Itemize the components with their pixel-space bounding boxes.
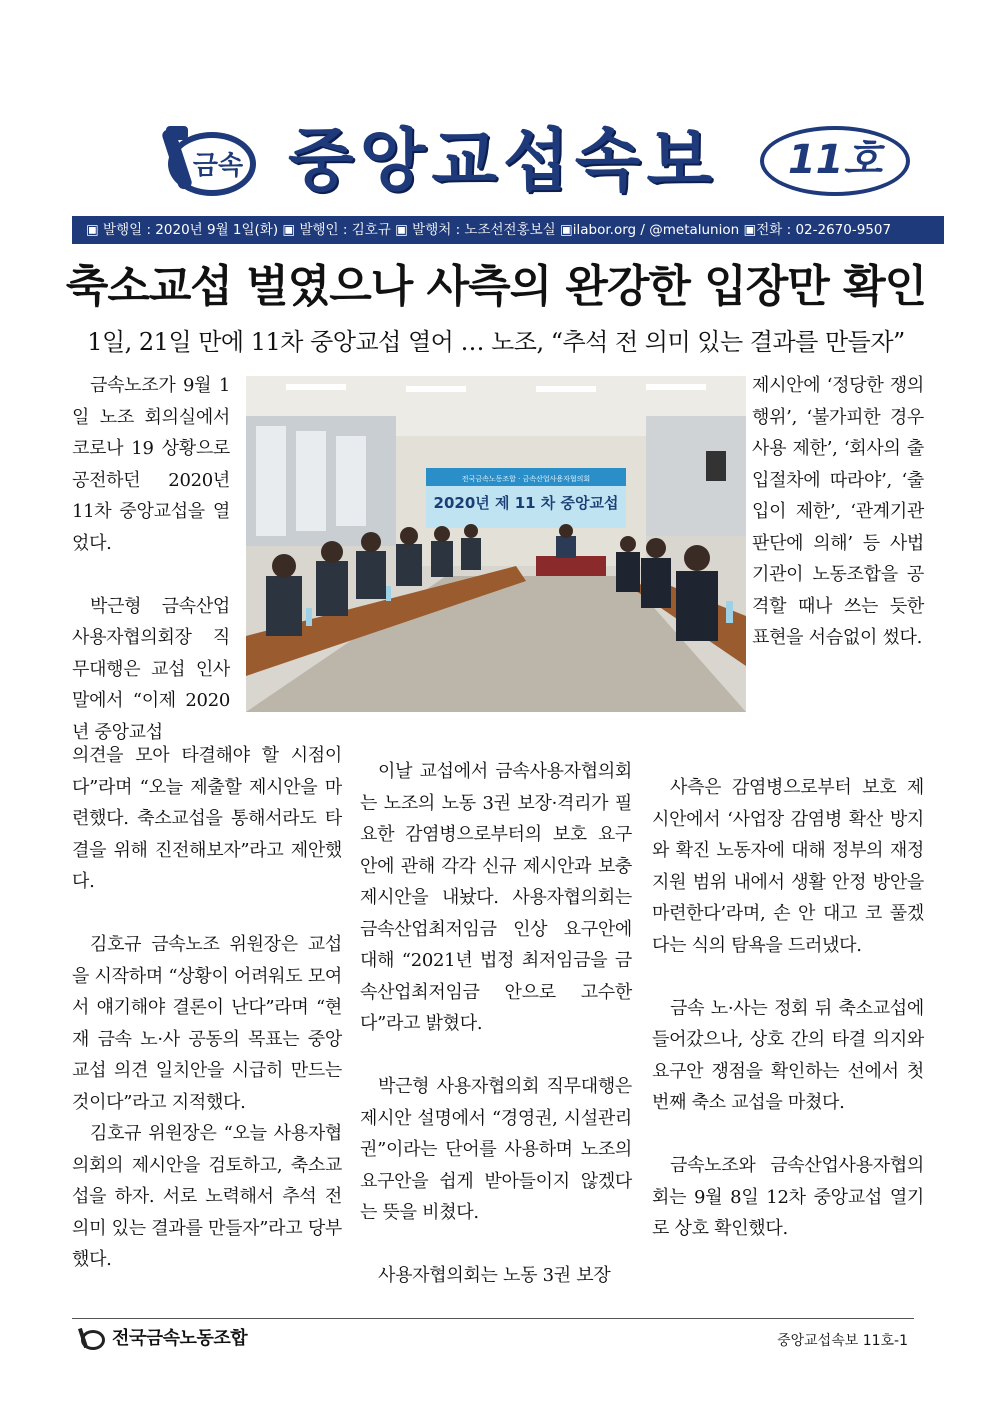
footer-logo-icon [78,1326,106,1352]
paragraph: 김호규 위원장은 “오늘 사용자협의회의 제시안을 검토하고, 축소교섭을 하자. 서로 노력해서 추석 전 의미 있는 결과를 만들자”라고 당부했다. [72,1123,342,1270]
paragraph: 박근형 사용자협의회 직무대행은 제시안 설명에서 “경영권, 시설관리권”이라는 단어를 사용하며 노조의 요구안을 쉽게 받아들이지 않겠다는 뜻을 비쳤다. [360,1076,632,1223]
meeting-photo-image [246,376,746,712]
paragraph: 김호규 금속노조 위원장은 교섭을 시작하며 “상황이 어려워도 모여서 얘기해야 결론이 난다”라며 “현재 금속 노·사 공동의 목표는 중앙교섭 의견 일치안을 시급히 만드는 것이다”라고 지적했다. [72,934,342,1113]
logo-text: 금속 [192,151,244,181]
left-column-top [72,370,230,748]
masthead-title: 중앙교섭속보 [288,122,719,201]
right-column-top [752,370,924,654]
paragraph: 사측은 감염병으로부터 보호 제시안에서 ‘사업장 감염병 확산 방지와 확진 노동자에 대해 정부의 재정 지원 범위 내에서 생활 안정 방안을 마련한다’라며, 손 안 대고 코 풀겠다는 식의 탐욕을 드러냈다. [652,777,924,956]
paragraph: 금속 노·사는 정회 뒤 축소교섭에 들어갔으나, 상호 간의 타결 의지와 요구안 쟁점을 확인하는 선에서 첫 번째 축소 교섭을 마쳤다. [652,997,924,1113]
union-logo [160,122,260,200]
subheadline: 1일, 21일 만에 11차 중앙교섭 열어 … 노조, “추석 전 의미 있는 결과를 만들자” [87,328,905,356]
footer-page-label: 중앙교섭속보 11호-1 [777,1333,908,1349]
middle-column [360,756,632,1292]
issue-number: 11호 [787,137,883,183]
right-column-bottom [652,772,924,1245]
footer-divider [72,1318,914,1319]
headline: 축소교섭 벌였으나 사측의 완강한 입장만 확인 [65,261,927,312]
paragraph: 이날 교섭에서 금속사용자협의회는 노조의 노동 3권 보장·격리가 필요한 감염병으로부터의 보호 요구안에 관해 각각 신규 제시안과 보충 제시안을 내놨다. 사용자협의회는 금속산업최저임금 인상 요구안에 대해 “2021년 법정 최저임금을 금속산업최저임금 안으로 고수한다”라고 밝혔다. [360,761,632,1034]
issue-badge [760,126,910,196]
footer-org-name: 전국금속노동조합 [112,1328,248,1349]
left-column-bottom [72,740,342,1276]
meeting-photo [246,376,746,712]
paragraph: 금속노조가 9월 1일 노조 회의실에서 코로나 19 상황으로 공전하던 2020년 11차 중앙교섭을 열었다. [72,375,230,554]
paragraph: 의견을 모아 타결해야 할 시점이다”라며 “오늘 제출할 제시안을 마련했다. 축소교섭을 통해서라도 타결을 위해 진전해보자”라고 제안했다. [72,745,342,892]
paragraph: 금속노조와 금속산업사용자협의회는 9월 8일 12차 중앙교섭 열기로 상호 확인했다. [652,1155,924,1239]
banner-small-text: 전국금속노동조합 · 금속산업사용자협의회 [461,475,591,483]
paragraph: 사용자협의회는 노동 3권 보장 [378,1265,611,1286]
paragraph: 제시안에 ‘정당한 쟁의행위’, ‘불가피한 경우 사용 제한’, ‘회사의 출입절차에 따라야’, ‘출입이 제한’, ‘관계기관 판단에 의해’ 등 사법기관이 노동조합을 공격할 때나 쓰는 듯한 표현을 서슴없이 썼다. [752,375,924,648]
publication-info-bar: ▣ 발행일 : 2020년 9월 1일(화) ▣ 발행인 : 김호규 ▣ 발행처 : 노조선전홍보실 ▣ilabor.org / @metalunion ▣전화 : 02-2670-9507 [72,216,944,244]
banner-main-text: 2020년 제 11 차 중앙교섭 [433,494,619,512]
union-logo-mark [160,122,260,200]
paragraph: 박근형 금속산업사용자협의회장 직무대행은 교섭 인사말에서 “이제 2020년 중앙교섭 [72,595,230,743]
